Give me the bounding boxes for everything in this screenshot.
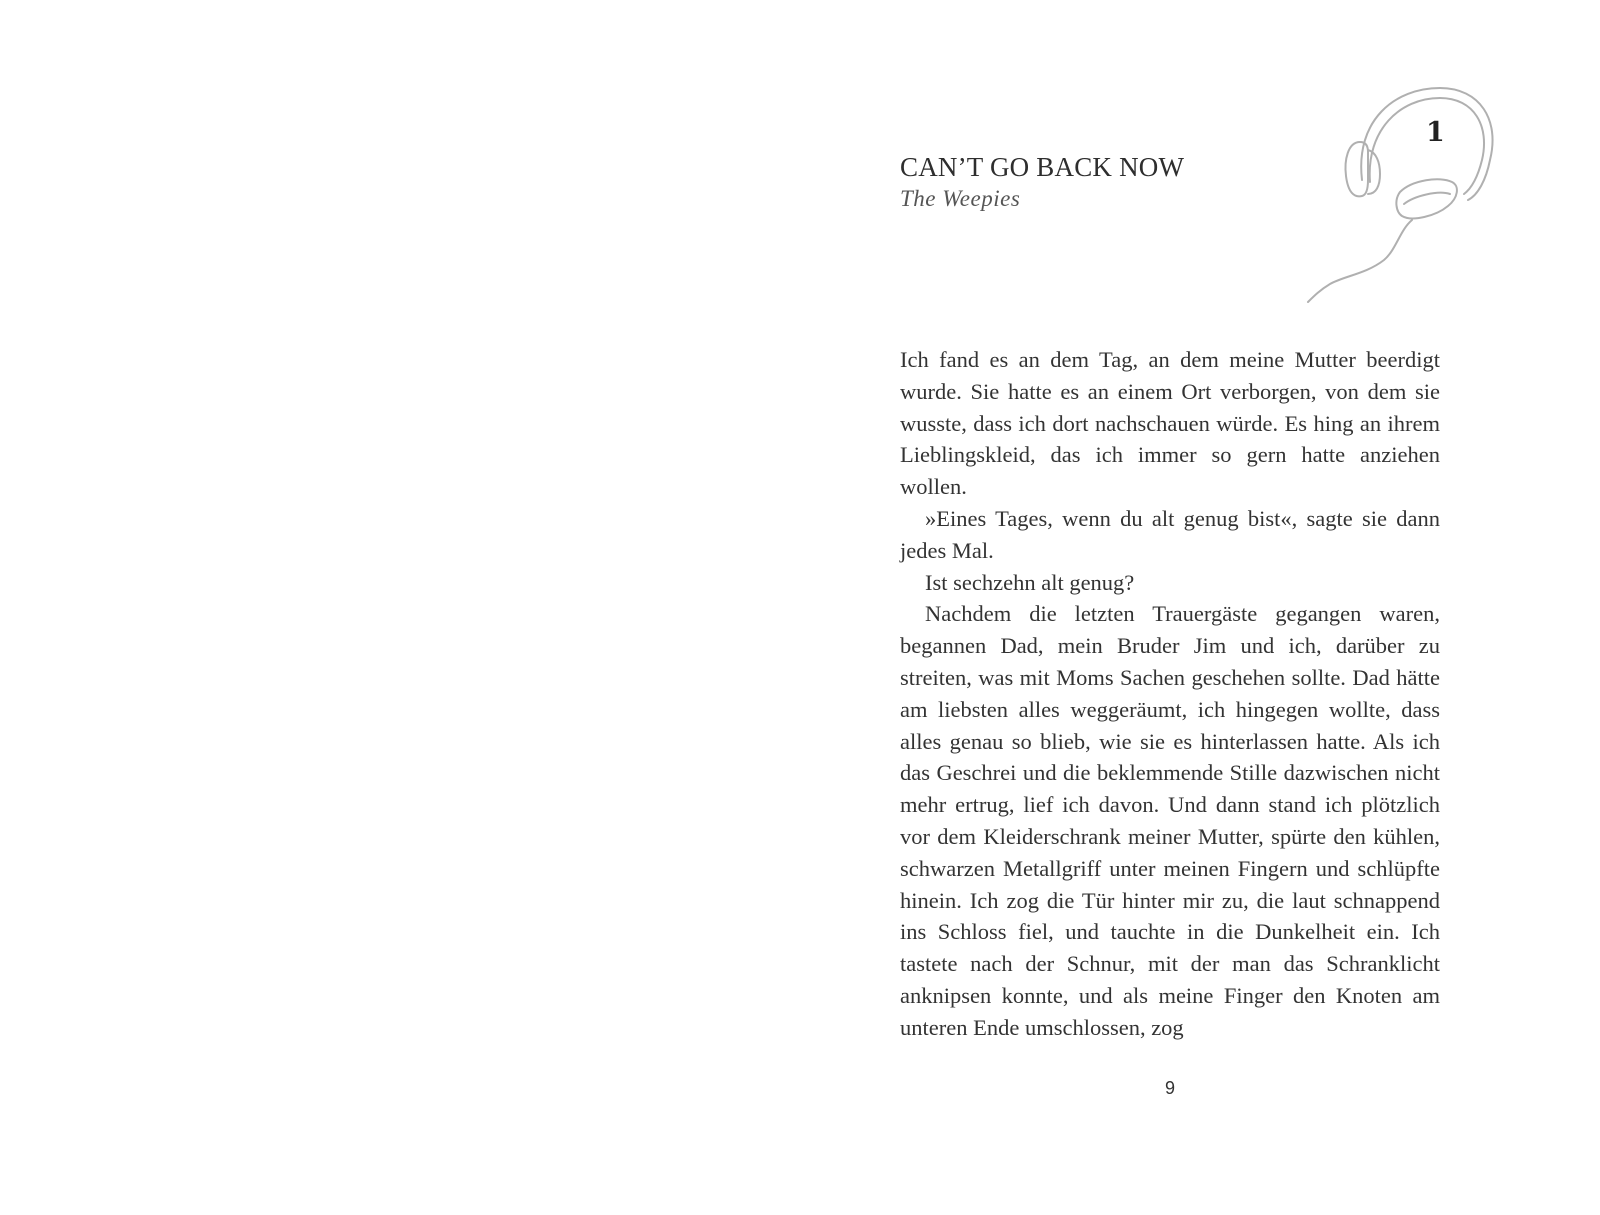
paragraph: Ist sechzehn alt genug? bbox=[925, 569, 1135, 595]
page-number: 9 bbox=[1164, 1078, 1175, 1098]
paragraph: Ich fand es an dem Tag, an dem meine Mutter beerdigt wurde. Sie hatte es an einem Ort verborgen, von dem sie wusste, dass ich dort nachschauen würde. Es hing an ihrem Lieblingskleid, das ich immer so gern hatte anziehen wollen. bbox=[900, 347, 1440, 500]
song-artist: The Weepies bbox=[900, 186, 1021, 211]
chapter-number: 1 bbox=[1426, 117, 1445, 148]
paragraph: »Eines Tages, wenn du alt genug bist«, sagte sie dann jedes Mal. bbox=[900, 505, 1440, 563]
headphones-icon bbox=[1300, 80, 1500, 310]
chapter-heading bbox=[900, 150, 1300, 214]
song-title: CAN’T GO BACK NOW bbox=[900, 152, 1185, 182]
right-page bbox=[900, 0, 1445, 1215]
chapter-body bbox=[900, 344, 1440, 1044]
paragraph: Nachdem die letzten Trauergäste gegangen waren, begannen Dad, mein Bruder Jim und ich, darüber zu streiten, was mit Moms Sachen geschehen sollte. Dad hätte am liebsten alles weggeräumt, ich hingegen wollte, dass alles genau so blieb, wie sie es hinterlassen hatte. Als ich das Geschrei und die beklemmende Stille dazwischen nicht mehr ertrug, lief ich davon. Und dann stand ich plötzlich vor dem Kleiderschrank meiner Mutter, spürte den kühlen, schwarzen Metallgriff unter meinen Fingern und schlüpfte hinein. Ich zog die Tür hinter mir zu, die laut schnappend ins Schloss fiel, und tauchte in die Dunkelheit ein. Ich tastete nach der Schnur, mit der man das Schranklicht anknipsen konnte, und als meine Finger den Knoten am unteren Ende umschlossen, zog bbox=[900, 601, 1440, 1040]
